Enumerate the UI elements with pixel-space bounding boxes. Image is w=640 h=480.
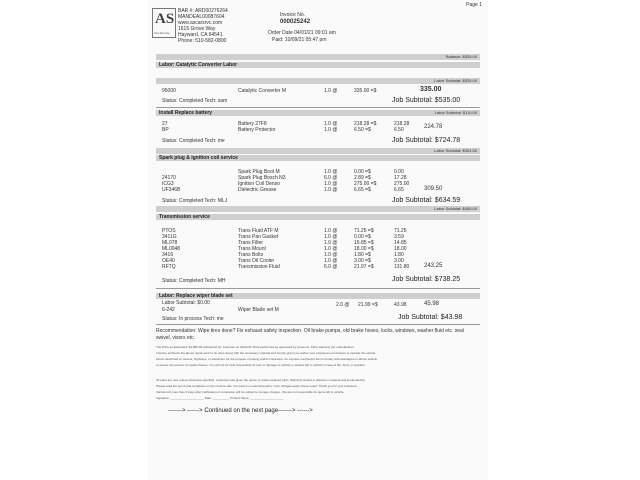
- job-parts-total: 243.25: [424, 263, 443, 269]
- part-price: 0.00 =$: [354, 234, 371, 240]
- paid-date: Paid: 10/09/21 05:47 pm: [272, 37, 327, 43]
- part-desc: Trans Fluid ATF M: [238, 228, 279, 234]
- fine-print-line: herein described on streets, highways, or elsewhere for the purpose of testing and/or inspection. An express mechanic's lien is hereby acknowledged on above vehicle.: [156, 357, 378, 361]
- shop-city: Hayward, CA 94541: [178, 32, 223, 38]
- part-qty: 1.0 @: [324, 127, 338, 133]
- fine-print-line: I hereby authorize the above repair work to be done along with the necessary material and hereby grant you and/or your employees permission to operate the vehicle.: [156, 351, 377, 355]
- balance: Balance: $535.00: [445, 54, 477, 59]
- part-price: 6.50 =$: [354, 127, 371, 133]
- part-desc: Trans Mount: [238, 246, 266, 252]
- fine-print-line: Vehicle left more than 3 days after notification of completion will be subject to storage charges. We are not responsible for items left in vehicle.: [156, 390, 345, 394]
- bar-number: BAR #: ARD00276264: [178, 8, 228, 14]
- shop-website: www.ascarsrvc.com: [178, 20, 223, 26]
- part-qty: 1.0 @: [324, 252, 338, 258]
- part-code: 27: [162, 121, 168, 127]
- mandeal-number: MANDEAL00087604: [178, 14, 225, 20]
- part-total: 3.59: [394, 234, 404, 240]
- part-price: 2.89 =$: [354, 175, 371, 181]
- part-qty: 1.0 @: [324, 228, 338, 234]
- part-code: 6-242: [162, 307, 175, 313]
- fine-print-line: All parts are new unless otherwise specified. Customer was given the option to retain replaced parts. Warranty limited to defects in material and workmanship.: [156, 378, 366, 382]
- job-parts-total: 309.50: [424, 186, 443, 192]
- part-total: 0.00: [394, 169, 404, 175]
- part-qty: 1.0 @: [324, 187, 338, 193]
- invoice-page: [148, 0, 488, 480]
- invoice-number: 000025242: [280, 19, 311, 25]
- part-code: BP: [162, 127, 169, 133]
- part-total: 3.00: [394, 258, 404, 264]
- invoice-label: Invoice No.: [280, 12, 306, 18]
- part-code: RFTQ: [162, 264, 176, 270]
- part-total: 17.28: [394, 175, 407, 181]
- job-status: Status: Completed Tech: sam: [162, 98, 228, 104]
- job-parts-total: 224.78: [424, 124, 443, 130]
- job-status: Status: Completed Tech: MH: [162, 278, 226, 284]
- part-code: ML0048: [162, 246, 181, 252]
- part-desc: Dielectric Grease: [238, 187, 277, 193]
- part-total: 43.98: [394, 302, 407, 308]
- divider: [156, 107, 480, 108]
- divider: [156, 324, 480, 325]
- part-qty: 1.0 @: [324, 246, 338, 252]
- part-total: 71.25: [394, 228, 407, 234]
- part-price: 71.25 =$: [354, 228, 374, 234]
- fine-print-line: to secure the amount of repairs thereto. You will not be held responsible for loss or damage to vehicle or articles left in vehicle in case of fire, theft, or accident.: [156, 363, 366, 367]
- part-code: 3411G: [162, 234, 177, 240]
- part-qty: 1.0 @: [324, 169, 338, 175]
- job-parts-total: 45.98: [424, 301, 440, 307]
- part-code: OE40: [162, 258, 175, 264]
- part-price: 0.00 =$: [354, 169, 371, 175]
- order-date: Order Date 04/01/21 09:01 am: [268, 30, 336, 36]
- shop-street: 1615 Grove Way: [178, 26, 216, 32]
- job-labor-bar: Labor Subtotal: $304.50: [156, 148, 480, 154]
- part-price: 3.00 =$: [354, 258, 371, 264]
- part-desc: Trans Bolts: [238, 252, 264, 258]
- part-price: 21.99 =$: [358, 302, 378, 308]
- part-total: 6.65: [394, 187, 404, 193]
- part-price: 275.00 =$: [354, 181, 377, 187]
- part-code: 3416: [162, 252, 174, 258]
- part-code: 95000: [162, 88, 176, 94]
- part-total: 275.00: [394, 181, 410, 187]
- part-price: 6.65 =$: [354, 187, 371, 193]
- part-qty: 1.0 @: [324, 240, 338, 246]
- job-header: Labor: Catalytic Converter Labor: [156, 62, 480, 68]
- fine-print-line: The Price as Estimated: $1,850.00 Authorized by: customer on 04/01/21 Work performed as requested by customer. Parts warranty per manufacturer.: [156, 345, 355, 349]
- part-qty: 6.0 @: [324, 264, 338, 270]
- part-price: 335.00 =$: [354, 88, 377, 94]
- part-code: ML078: [162, 240, 178, 246]
- part-price: 1.80 =$: [354, 252, 371, 258]
- part-qty: 6.0 @: [324, 175, 338, 181]
- job-header: Install Replace battery Labor Subtotal: $110.00: [156, 110, 480, 116]
- part-total: 14.85: [394, 240, 407, 246]
- continued-note: -------> ------> Continued on the next page-------> ------>: [168, 408, 313, 414]
- page-number: Page 1: [466, 2, 482, 8]
- part-total: 1.80: [394, 252, 404, 258]
- part-desc: Spark Plug Bosch N3: [238, 175, 286, 181]
- balance-bar: [156, 54, 480, 60]
- part-desc: Ignition Coil Denso: [238, 181, 280, 187]
- part-code: ICG3: [162, 181, 174, 187]
- part-qty: 1.0 @: [324, 234, 338, 240]
- part-code: UF346B: [162, 187, 181, 193]
- part-total: 6.50: [394, 127, 404, 133]
- part-desc: Transmission Fluid: [238, 264, 280, 270]
- part-price: 21.97 =$: [354, 264, 374, 270]
- job-subtotal: Job Subtotal: $738.25: [392, 276, 461, 283]
- job-header: Transmission service: [156, 214, 480, 220]
- job-status: Status: Completed Tech: MLJ: [162, 198, 228, 204]
- shop-logo: AS Car Service: [152, 8, 176, 38]
- job-subtotal: Job Subtotal: $535.00: [392, 97, 461, 104]
- job-labor-bar: Labor Subtotal: $535.00: [156, 78, 480, 84]
- part-price: 18.00 =$: [354, 246, 374, 252]
- part-desc: Trans Pan Gasket: [238, 234, 279, 240]
- part-qty: 1.0 @: [324, 121, 338, 127]
- part-total: 335.00: [420, 86, 442, 93]
- part-qty: 1.0 @: [324, 181, 338, 187]
- job-status: Status: In process Tech: me: [162, 316, 224, 322]
- part-desc: Trans Oil Cooler: [238, 258, 275, 264]
- shop-phone: Phone: 510-582-0800: [178, 38, 227, 44]
- part-qty: 1.0 @: [324, 88, 338, 94]
- part-qty: 2.0 @: [336, 302, 350, 308]
- recommendation: Recommendation: Wipe tires done? Fix exhaust safety inspection. Oil brake pumps, old brake hoses, locks, windows, washer fluid etc. seal swivel, visors etc.: [156, 328, 464, 341]
- job-subtotal: Job Subtotal: $634.59: [392, 197, 461, 204]
- part-desc: Trans Filter: [238, 240, 264, 246]
- part-desc: Spark Plug Boot M: [238, 169, 280, 175]
- part-desc: Catalytic Converter M: [238, 88, 287, 94]
- job-subtotal: Job Subtotal: $724.78: [392, 137, 461, 144]
- fine-print-line: Please read the terms and conditions on the reverse side. No returns on electrical parts. Core charges apply where noted. Thank you for your business.: [156, 384, 358, 388]
- part-price: 218.28 =$: [354, 121, 377, 127]
- part-qty: 1.0 @: [324, 258, 338, 264]
- part-total: 218.28: [394, 121, 410, 127]
- job-labor-bar: Labor Subtotal: $495.00: [156, 206, 480, 212]
- signature-line: Signature: ____________________ Date: __________ Printed Name: ____________________: [156, 396, 284, 400]
- job-header: Labor: Replace wiper blade set: [156, 293, 480, 299]
- divider: [156, 288, 480, 289]
- part-price: 15.85 =$: [354, 240, 374, 246]
- job-labor-note: Labor Subtotal: $0.00: [162, 300, 210, 306]
- job-header: Spark plug & ignition coil service: [156, 155, 480, 161]
- part-code: PTOS: [162, 228, 176, 234]
- job-subtotal: Job Subtotal: $43.98: [398, 314, 463, 321]
- part-total: 131.80: [394, 264, 410, 270]
- part-total: 18.00: [394, 246, 407, 252]
- part-code: 24170: [162, 175, 176, 181]
- job-status: Status: Completed Tech: me: [162, 138, 225, 144]
- part-desc: Battery Protector: [238, 127, 276, 133]
- part-desc: Wiper Blade set M: [238, 307, 279, 313]
- part-desc: Battery 27F8: [238, 121, 267, 127]
